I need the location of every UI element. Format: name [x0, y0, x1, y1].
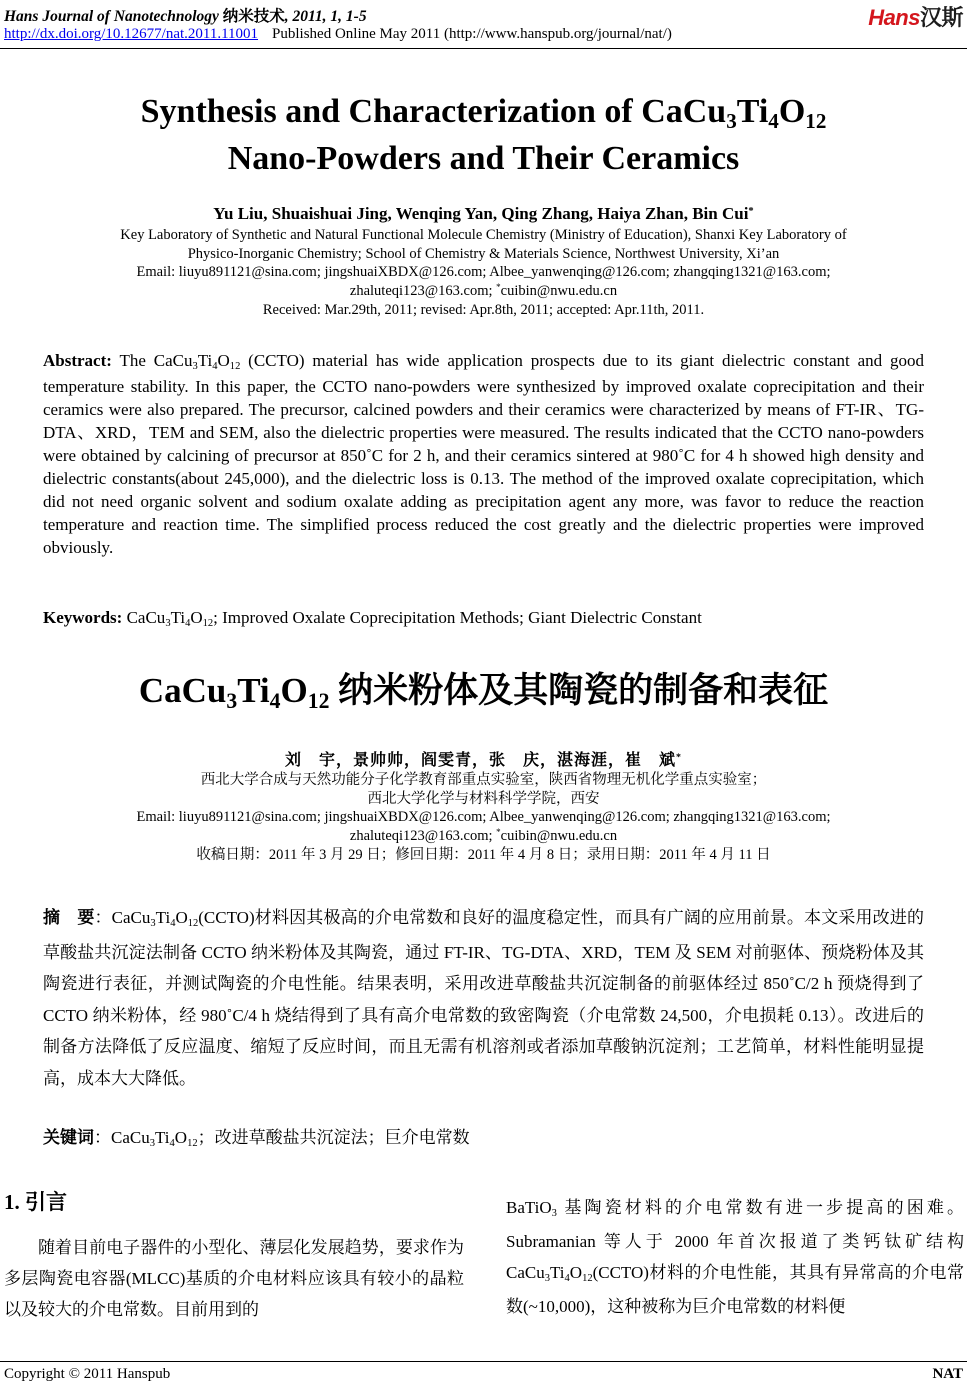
affiliation-cn-line-1: 西北大学合成与天然功能分子化学教育部重点实验室，陕西省物理无机化学重点实验室； [200, 772, 767, 788]
hans-logo [868, 1, 963, 32]
email-cn-line-1: Email: liuyu891121@sina.com; jingshuaiXBDX@126.com; Albee_yanwenqing@126.com; zhangqing1321@163.com; [136, 809, 831, 825]
email-line-2: zhaluteqi123@163.com; *cuibin@nwu.edu.cn [349, 282, 618, 299]
intro-paragraph-2: BaTiO$_3$ 基陶瓷材料的介电常数有进一步提高的困难。Subramanian 等人于 2000 年首次报道了类钙钛矿结构 $CaCu_3Ti_4O_{12}(CCTO)$材料的介电性能，其具有异常高的介电常数(~10,000)，这种被称为巨介电常数的材料便 [506, 1198, 964, 1316]
abstract: Abstract: The $CaCu_3Ti_4O_{12}$ (CCTO) material has wide application prospects due to its giant dielectric constant and good temperature stability. In this paper, the CCTO nano-powders were synthesized by improved oxalate coprecipitation and their ceramics were also prepared. The precursor, calcined powders and their ceramics were characterized by means of FT-IR、TG-DTA、XRD，TEM and SEM, also the dielectric properties were measured. The results indicated that the CCTO nano-powders were obtained by calcining of precursor at 850˚C for 2 h, and their ceramics sintered at 980˚C for 4 h showed high density and dielectric constants(about 245,000), and the dielectric loss is 0.13. The method of the improved oxalate coprecipitation, which did not need organic solvent and sodium oxalate adding as precipitation agent any more, was favor to reduce the reaction temperature and reaction time. The simplified process reduced the cost greatly and the dielectric properties were improved obviously. [43, 351, 924, 557]
affiliation-line-2: Physico-Inorganic Chemistry; School of Chemistry & Materials Science, Northwest University, Xi’an [187, 245, 780, 262]
volume-info: , 2011, 1, 1-5 [284, 8, 367, 25]
author-list: Yu Liu, Shuaishuai Jing, Wenqing Yan, Qing Zhang, Haiya Zhan, Bin Cui* [213, 204, 754, 223]
keywords-label: Keywords: [43, 608, 123, 627]
affiliation-line-1: Key Laboratory of Synthetic and Natural Functional Molecule Chemistry (Ministry of Education), Shanxi Key Laboratory of [120, 227, 847, 243]
abstract-cn: 摘 要：$CaCu_3Ti_4O_{12}(CCTO)$材料因其极高的介电常数和良好的温度稳定性，而具有广阔的应用前景。本文采用改进的草酸盐共沉淀法制备 CCTO 纳米粉体及其陶瓷，通过 FT-IR、TG-DTA、XRD，TEM 及 SEM 对前驱体、预烧粉体及其陶瓷进行表征，并测试陶瓷的介电性能。结果表明，采用改进草酸盐共沉淀制备的前驱体经过 850˚C/2 h 预烧得到了 CCTO 纳米粉体，经 980˚C/4 h 烧结得到了具有高介电常数的致密陶瓷（介电常数 24,500，介电损耗 0.13）。改进后的制备方法降低了反应温度、缩短了反应时间，而且无需有机溶剂或者添加草酸钠沉淀剂；工艺简单，材料性能明显提高，成本大大降低。 [43, 908, 925, 1088]
received-dates: Received: Mar.29th, 2011; revised: Apr.8th, 2011; accepted: Apr.11th, 2011. [262, 302, 705, 318]
footer-journal-abbr: NAT [932, 1366, 963, 1382]
body-column-left [4, 1232, 464, 1325]
body-column-right [506, 1192, 964, 1322]
section-heading-intro: 1. 引言 [4, 1190, 67, 1214]
header-rule [0, 48, 967, 49]
abstract-cn-body: (CCTO)材料因其极高的介电常数和良好的温度稳定性，而具有广阔的应用前景。本文采用改进的草酸盐共沉淀法制备 CCTO 纳米粉体及其陶瓷，通过 FT-IR、TG-DTA、XRD，TEM 及 SEM 对前驱体、预烧粉体及其陶瓷进行表征，并测试陶瓷的介电性能。结果表明，采用改进草酸盐共沉淀制备的前驱体经过 850˚C/2 h 预烧得到了 CCTO 纳米粉体，经 980˚C/4 h 烧结得到了具有高介电常数的致密陶瓷（介电常数 24,500，介电损耗 0.13）。改进后的制备方法降低了反应温度、缩短了反应时间，而且无需有机溶剂或者添加草酸钠沉淀剂；工艺简单，材料性能明显提高，成本大大降低。 [43, 908, 925, 1088]
affiliation-cn-line-2: 西北大学化学与材料科学学院，西安 [367, 790, 600, 807]
logo-en: Hans [868, 5, 920, 30]
keywords-cn-label: 关键词 [43, 1128, 94, 1147]
keywords: Keywords: $CaCu_3Ti_4O_{12}$; Improved Oxalate Coprecipitation Methods; Giant Dielectric Constant [43, 608, 702, 629]
abstract-body: (CCTO) material has wide application prospects due to its giant dielectric constant and good temperature stability. In this paper, the CCTO nano-powders were synthesized by improved oxalate coprecipitation and their ceramics were also prepared. The precursor, calcined powders and their ceramics were characterized by means of FT-IR、TG-DTA、XRD，TEM and SEM, also the dielectric properties were measured. The results indicated that the CCTO nano-powders were obtained by calcining of precursor at 850˚C for 2 h, and their ceramics sintered at 980˚C for 4 h showed high density and dielectric constants(about 245,000), and the dielectric loss is 0.13. The method of the improved oxalate coprecipitation, which did not need organic solvent and sodium oxalate adding as precipitation agent any more, was favor to reduce the reaction temperature and reaction time. The simplified process reduced the cost greatly and the dielectric properties were improved obviously. [43, 351, 924, 557]
corresponding-star: * [748, 205, 754, 217]
doi-link[interactable]: http://dx.doi.org/10.12677/nat.2011.11001 [4, 26, 259, 42]
keywords-cn: 关键词：$CaCu_3Ti_4O_{12}$；改进草酸盐共沉淀法；巨介电常数 [43, 1128, 470, 1149]
doi-line [4, 26, 672, 43]
email-cn-line-2: zhaluteqi123@163.com; *cuibin@nwu.edu.cn [349, 827, 618, 844]
journal-name-cn: 纳米技术 [222, 8, 285, 25]
journal-name: Hans Journal of Nanotechnology [4, 8, 219, 25]
paper-title [0, 90, 967, 180]
journal-header [4, 4, 367, 26]
title-line-2: Nano-Powders and Their Ceramics [227, 140, 740, 177]
intro-paragraph-1: 随着目前电子器件的小型化、薄层化发展趋势，要求作为多层陶瓷电容器(MLCC)基质的介电材料应该具有较小的晶粒以及较大的介电常数。目前用到的 [4, 1238, 464, 1319]
email-line-1: Email: liuyu891121@sina.com; jingshuaiXBDX@126.com; Albee_yanwenqing@126.com; zhangqing1321@163.com; [136, 264, 831, 280]
footer-copyright: Copyright © 2011 Hanspub [4, 1366, 171, 1382]
affiliation-block [60, 226, 907, 320]
abstract-label: Abstract: [43, 351, 112, 370]
received-dates-cn: 收稿日期：2011 年 3 月 29 日；修回日期：2011 年 4 月 8 日；录用日期：2011 年 4 月 11 日 [196, 847, 771, 863]
affiliation-block-cn [60, 771, 907, 865]
author-list-cn: 刘 宇，景帅帅，阎雯青，张 庆，湛海涯，崔 斌* [285, 752, 682, 769]
abstract-cn-label: 摘 要 [43, 908, 95, 927]
logo-cn: 汉斯 [919, 5, 963, 30]
published-info: Published Online May 2011 (http://www.hanspub.org/journal/nat/) [272, 26, 672, 42]
title-line-1: Synthesis and Characterization of $CaCu_3Ti_4O_{12}$ [140, 93, 827, 133]
footer-rule [0, 1361, 967, 1362]
paper-title-cn: $CaCu_3Ti_4O_{12}$ 纳米粉体及其陶瓷的制备和表征 [138, 671, 829, 714]
